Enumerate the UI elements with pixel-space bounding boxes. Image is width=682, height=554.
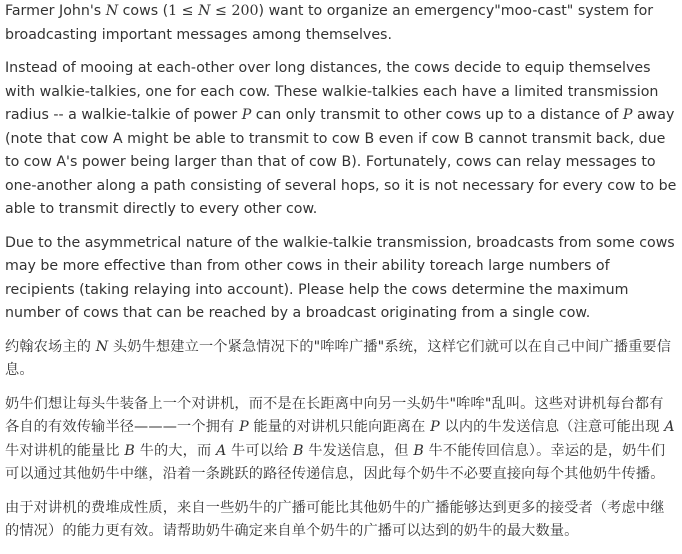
text-run: 奶牛们想让每头牛装备上一个对讲机，而不是在长距离中向另一头奶牛"哞哞"乱叫。这些对讲机每台都有各自的有效传输半径———一个拥有 <box>5 395 664 435</box>
math-A: A <box>215 442 227 459</box>
text-run: 牛对讲机的能量比 <box>5 442 125 459</box>
math-P: P <box>622 107 633 123</box>
problem-statement <box>5 0 677 554</box>
math-1: 1 <box>168 3 178 19</box>
text-run: 约翰农场主的 <box>5 338 96 355</box>
text-run: 牛不能传回信息）。幸运的是，奶牛们可以通过其他奶牛中继，沿着一条跳跃的路径传递信息，因此每个奶牛不必要直接向每个其他奶牛传播。 <box>5 442 666 482</box>
text-run: Instead of mooing at each-other over long distances, the cows decide to equip themselves with walkie-talkies, one for each cow. These walkie-talkies each have a limited transmission radius -- a walkie-talkie of power <box>5 60 659 123</box>
text-run: away (note that cow A might be able to transmit to cow B even if cow B cannot transmit back, due to cow A's power being larger than that of cow B). Fortunately, cows can relay messages to one-another along a path consisting of several hops, so it is not necessary for every cow to be able to transmit directly to every other cow. <box>5 107 677 217</box>
math-200: 200 <box>231 3 259 19</box>
paragraph-zh-2 <box>5 393 677 487</box>
paragraph-en-2 <box>5 57 677 222</box>
math-N: N <box>95 338 109 355</box>
math-N: N <box>105 3 119 19</box>
math-B: B <box>413 442 424 459</box>
paragraph-zh-3: 由于对讲机的费堆成性质，来自一些奶牛的广播可能比其他奶牛的广播能够达到更多的接受者（考虑中继的情况）的能力更有效。请帮助奶牛确定来自单个奶牛的广播可以达到的奶牛的最大数量。 <box>5 499 665 539</box>
text-run: can only transmit to other cows up to a distance of <box>251 107 623 123</box>
text-run: 头奶牛想建立一个紧急情况下的"哞哞广播"系统，这样它们就可以在自己中间广播重要信息。 <box>5 338 672 378</box>
paragraph-en-3: Due to the asymmetrical nature of the walkie-talkie transmission, broadcasts from some cows may be more effective than from other cows in their ability toreach large numbers of recipients (taking relaying into account). Please help the cows determine the maximum number of cows that can be reached by a broadcast originating from a single cow. <box>5 234 675 321</box>
math-B: B <box>293 442 304 459</box>
math-B: B <box>124 442 135 459</box>
math-le: ≤ <box>210 3 232 19</box>
text-run: 牛的大，而 <box>134 442 216 459</box>
paragraph-zh-1 <box>5 336 677 383</box>
text-run: Farmer John's <box>5 3 106 19</box>
text-run: 以内的牛发送信息（注意可能出现 <box>439 419 665 435</box>
paragraph-en-1 <box>5 0 677 47</box>
math-P: P <box>241 107 252 123</box>
text-run: 能量的对讲机只能向距离在 <box>248 419 431 435</box>
text-run: 牛可以给 <box>226 442 294 459</box>
text-run: 牛发送信息，但 <box>303 442 414 459</box>
math-A: A <box>664 419 675 435</box>
math-P: P <box>430 419 440 435</box>
math-le: ≤ <box>177 3 199 19</box>
math-N: N <box>198 3 211 19</box>
text-run: ) want to organize an emergency"moo-cast" system for broadcasting important messages among themselves. <box>5 3 654 43</box>
math-P: P <box>239 419 249 435</box>
text-run: cows ( <box>118 3 169 19</box>
